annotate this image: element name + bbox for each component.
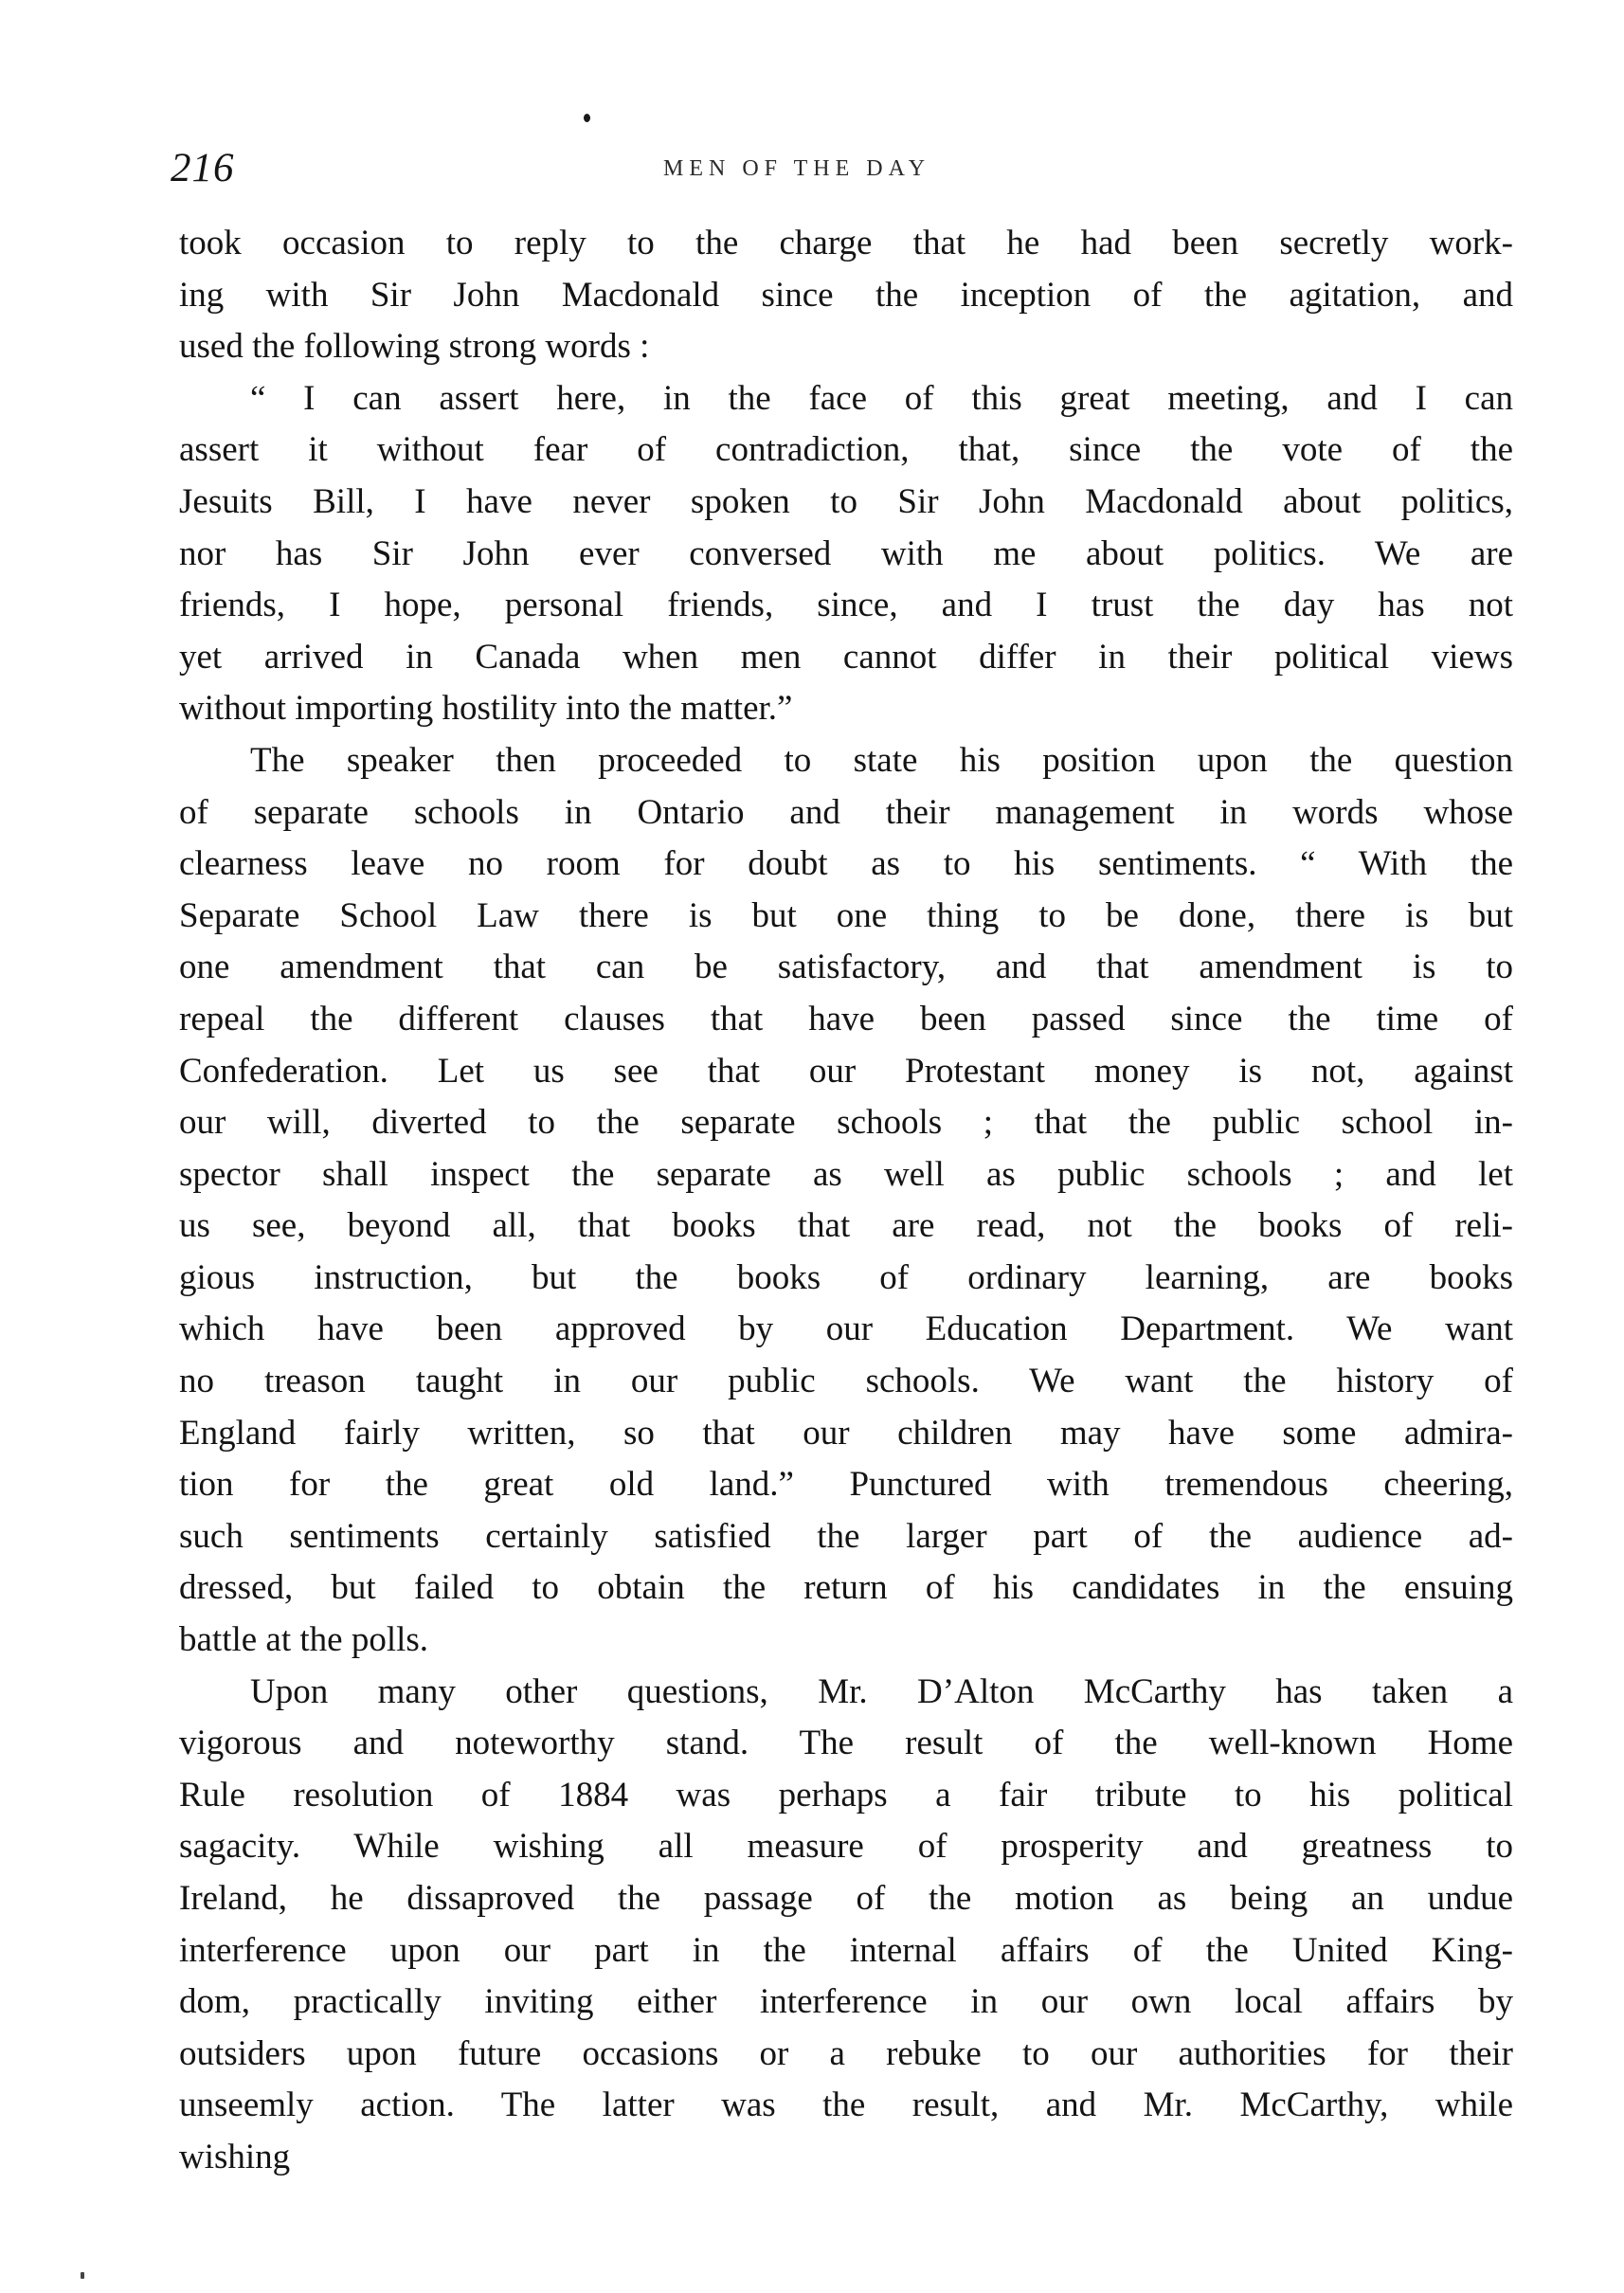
text-line: took occasion to reply to the charge that he had been secretly work-	[179, 224, 1513, 262]
text-line: The speaker then proceeded to state his position upon the question	[250, 740, 1513, 780]
text-line: Separate School Law there is but one thing to be done, there is but	[179, 895, 1513, 935]
print-speck	[81, 2272, 84, 2279]
text-line: Jesuits Bill, I have never spoken to Sir John Macdonald about politics,	[179, 481, 1513, 521]
body-text	[179, 218, 1513, 2184]
text-line: without importing hostility into the matter.”	[179, 689, 793, 729]
text-line: repeal the different clauses that have been passed since the time of	[179, 999, 1513, 1038]
page-number: 216	[171, 146, 235, 190]
text-line: “ I can assert here, in the face of this great meeting, and I can	[250, 378, 1513, 418]
page-header	[171, 142, 1516, 195]
text-line: Ireland, he dissaproved the passage of the motion as being an undue	[179, 1879, 1513, 1918]
text-line: us see, beyond all, that books that are read, not the books of reli-	[179, 1206, 1513, 1246]
text-line: sagacity. While wishing all measure of prosperity and greatness to	[179, 1827, 1513, 1867]
text-line: such sentiments certainly satisfied the larger part of the audience ad-	[179, 1516, 1513, 1556]
text-line: assert it without fear of contradiction, that, since the vote of the	[179, 430, 1513, 470]
text-line: one amendment that can be satisfactory, and that amendment is to	[179, 948, 1513, 987]
text-line: outsiders upon future occasions or a rebuke to our authorities for their	[179, 2033, 1513, 2073]
text-line: Upon many other questions, Mr. D’Alton McCarthy has taken a	[250, 1671, 1513, 1711]
text-line: clearness leave no room for doubt as to his sentiments. “ With the	[179, 844, 1513, 884]
text-line: Rule resolution of 1884 was perhaps a fair tribute to his political	[179, 1775, 1513, 1815]
text-line: used the following strong words :	[179, 327, 650, 367]
print-speck	[584, 114, 590, 122]
text-line: which have been approved by our Education Department. We want	[179, 1309, 1513, 1349]
text-line: tion for the great old land.” Punctured with tremendous cheering,	[179, 1465, 1513, 1505]
text-line: spector shall inspect the separate as well as public schools ; and let	[179, 1154, 1513, 1194]
text-line: dom, practically inviting either interference in our own local affairs by	[179, 1982, 1513, 2022]
text-line: vigorous and noteworthy stand. The result of the well-known Home	[179, 1724, 1513, 1763]
text-line: our will, diverted to the separate schools ; that the public school in-	[179, 1103, 1513, 1143]
text-line: no treason taught in our public schools. We want the history of	[179, 1362, 1513, 1401]
text-line: yet arrived in Canada when men cannot differ in their political views	[179, 637, 1513, 677]
text-line: Confederation. Let us see that our Protestant money is not, against	[179, 1051, 1513, 1091]
text-line: nor has Sir John ever conversed with me about politics. We are	[179, 533, 1513, 573]
text-line: dressed, but failed to obtain the return of his candidates in the ensuing	[179, 1568, 1513, 1608]
text-line: wishing	[179, 2137, 291, 2176]
text-line: of separate schools in Ontario and their management in words whose	[179, 792, 1513, 832]
text-line: unseemly action. The latter was the result, and Mr. McCarthy, while	[179, 2085, 1513, 2125]
text-line: friends, I hope, personal friends, since, and I trust the day has not	[179, 586, 1513, 625]
text-line: battle at the polls.	[179, 1620, 429, 1660]
text-line: interference upon our part in the internal affairs of the United King-	[179, 1930, 1513, 1970]
text-line: ing with Sir John Macdonald since the inception of the agitation, and	[179, 275, 1513, 315]
text-line: gious instruction, but the books of ordinary learning, are books	[179, 1257, 1513, 1297]
running-head: MEN OF THE DAY	[663, 156, 931, 181]
text-line: England fairly written, so that our children may have some admira-	[179, 1413, 1513, 1453]
